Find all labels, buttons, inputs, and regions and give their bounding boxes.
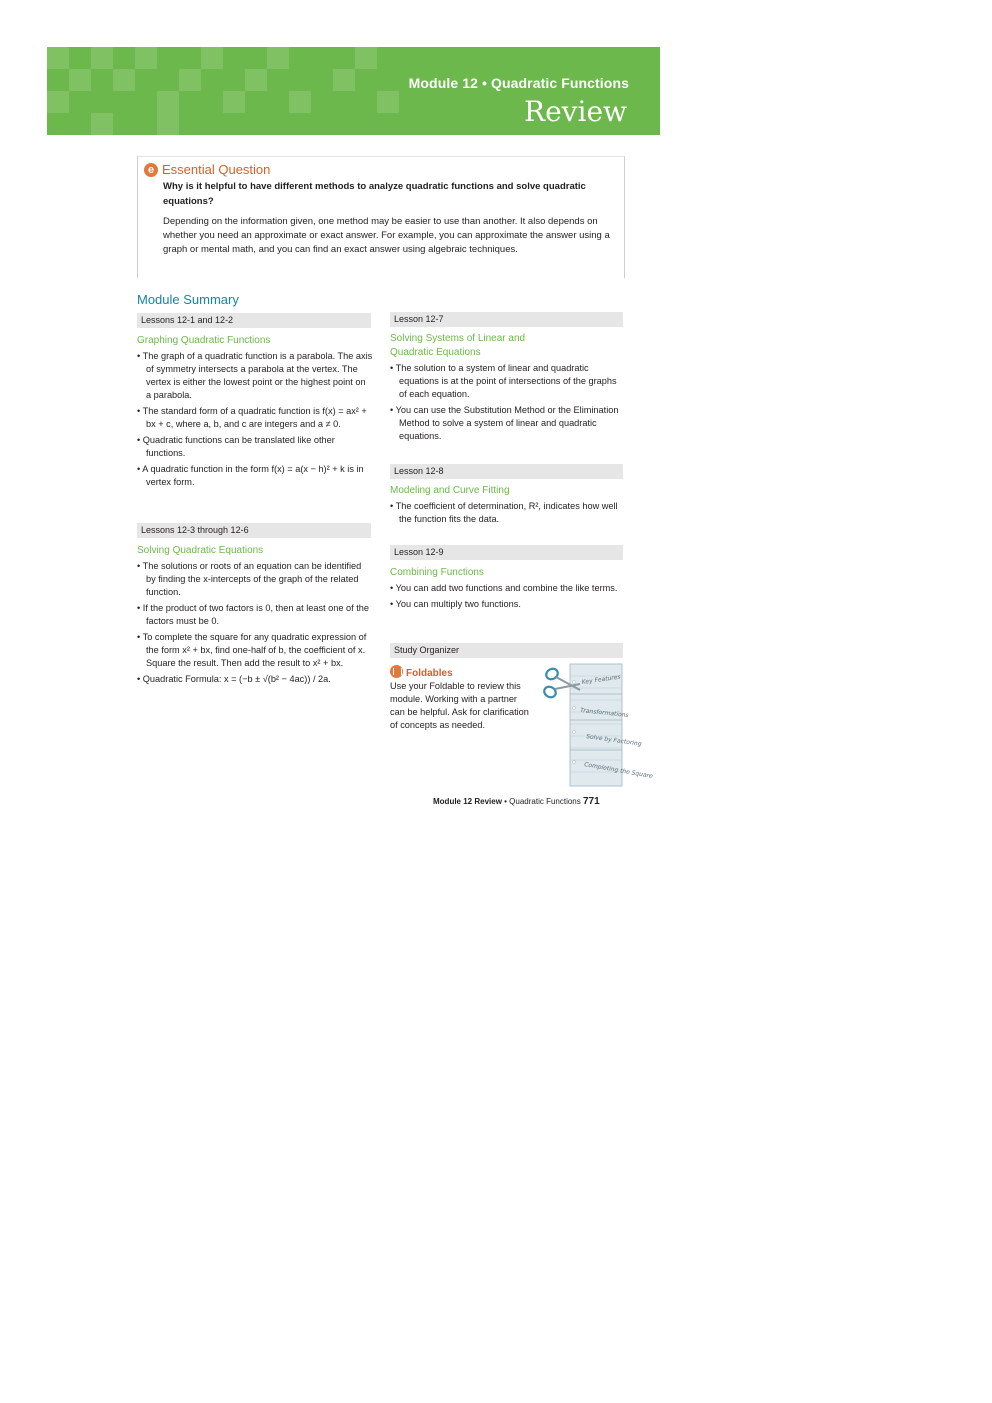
foldable-tab-label: Solve by Factoring — [585, 733, 642, 748]
foldables-text: Use your Foldable to review this module. Working with a partner can be helpful. Ask for clarification of concepts as needed. — [390, 681, 529, 730]
list-item: • You can use the Substitution Method or the Elimination Method to solve a system of linear and quadratic equations. — [390, 404, 622, 443]
list-item: • Quadratic Formula: x = (−b ± √(b² − 4ac)) / 2a. — [137, 673, 373, 686]
list-item: • A quadratic function in the form f(x) = a(x − h)² + k is in vertex form. — [137, 463, 373, 489]
study-organizer-bar: Study Organizer — [390, 643, 623, 658]
section-title: Combining Functions — [390, 567, 484, 578]
page-title: Review — [524, 95, 627, 128]
essential-question-text: Why is it helpful to have different methods to analyze quadratic functions and solve quadratic equations? — [163, 181, 586, 207]
section-title: Solving Systems of Linear and Quadratic Equations — [390, 333, 526, 358]
module-title: Module 12 • Quadratic Functions — [408, 75, 629, 91]
bullet-list — [390, 500, 622, 529]
module-banner — [47, 47, 660, 135]
foldable-tab-label: Completing the Square — [583, 761, 654, 781]
section-title: Modeling and Curve Fitting — [390, 485, 510, 496]
list-item: • The solution to a system of linear and quadratic equations is at the point of intersections of the graphs of each equation. — [390, 362, 622, 401]
foldable-illustration — [540, 662, 654, 788]
essential-question-heading: Essential Question — [162, 162, 271, 177]
foldable-tab-label: Transformations — [579, 707, 629, 720]
list-item: • The graph of a quadratic function is a parabola. The axis of symmetry intersects a parabola at the vertex. The vertex is either the lowest point or the highest point on a parabola. — [137, 350, 373, 402]
list-item: • To complete the square for any quadratic expression of the form x² + bx, find one-half of b, the coefficient of x. Square the result. Then add the result to x² + bx. — [137, 631, 373, 670]
foldables-heading: Foldables — [390, 665, 453, 679]
list-item: • The solutions or roots of an equation can be identified by finding the x-intercepts of the graph of the related function. — [137, 560, 373, 599]
page-number: 771 — [582, 796, 600, 807]
list-item: • The coefficient of determination, R², indicates how well the function fits the data. — [390, 500, 622, 526]
list-item: • The standard form of a quadratic function is f(x) = ax² + bx + c, where a, b, and c are integers and a ≠ 0. — [137, 405, 373, 431]
list-item: • If the product of two factors is 0, then at least one of the factors must be 0. — [137, 602, 373, 628]
section-title: Graphing Quadratic Functions — [137, 335, 271, 346]
list-item: • You can multiply two functions. — [390, 598, 622, 611]
bullet-list — [390, 582, 622, 614]
lesson-bar: Lessons 12-3 through 12-6 — [137, 523, 371, 538]
lesson-bar: Lesson 12-9 — [390, 545, 623, 560]
bullet-list — [390, 362, 622, 446]
bullet-list — [137, 560, 373, 689]
foldable-tab-label: Key Features — [581, 673, 622, 686]
module-summary-heading: Module Summary — [137, 292, 239, 307]
lesson-bar: Lesson 12-7 — [390, 312, 623, 327]
lesson-bar: Lessons 12-1 and 12-2 — [137, 313, 371, 328]
list-item: • Quadratic functions can be translated like other functions. — [137, 434, 373, 460]
bullet-list — [137, 350, 373, 492]
foldables-icon — [390, 665, 403, 678]
page-footer: Module 12 Review • Quadratic Functions 771 — [433, 796, 600, 807]
section-title: Solving Quadratic Equations — [137, 545, 264, 556]
lesson-bar: Lesson 12-8 — [390, 464, 623, 479]
list-item: • You can add two functions and combine the like terms. — [390, 582, 622, 595]
essential-question-answer: Depending on the information given, one method may be easier to use than another. It also depends on whether you need an approximate or exact answer. For example, you can approximate the answer using a graph or mental math, and you can find an exact answer using algebraic techniques. — [163, 216, 610, 255]
essential-question-box — [137, 156, 625, 278]
essential-question-icon: e — [144, 163, 158, 177]
